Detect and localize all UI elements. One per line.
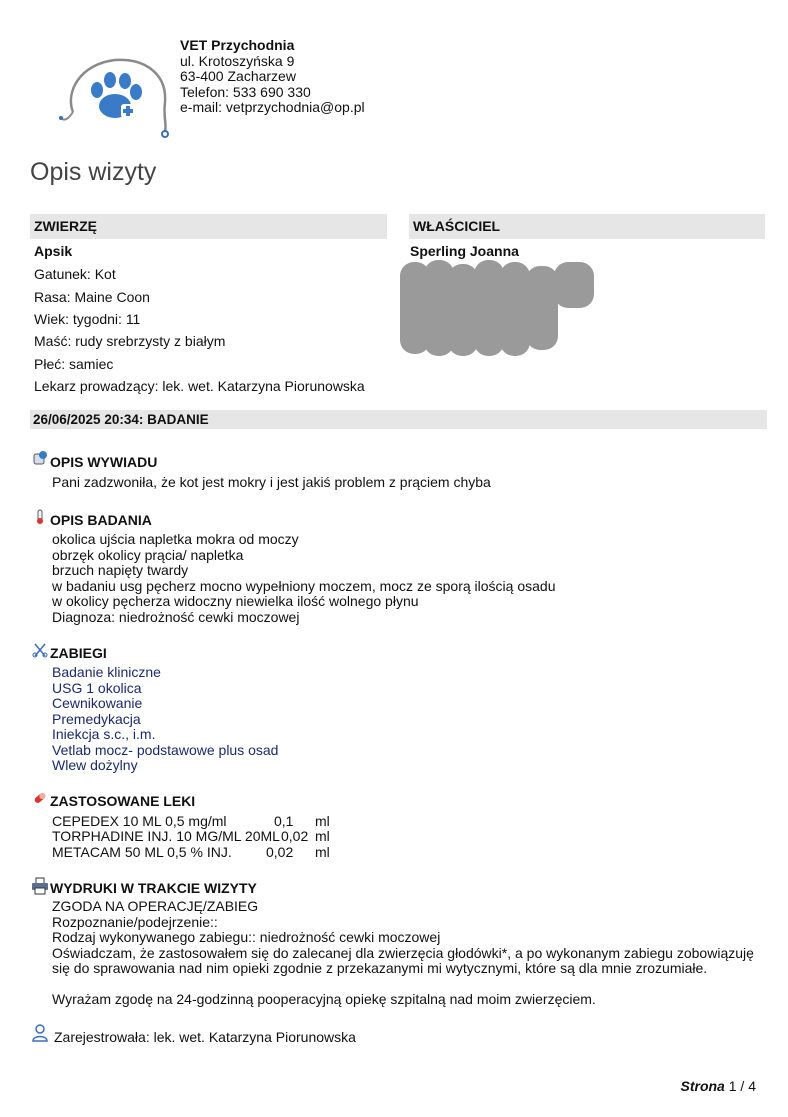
procedure-item: Iniekcja s.c., i.m. <box>52 726 156 742</box>
pill-icon <box>32 790 48 811</box>
animal-name: Apsik <box>34 243 73 259</box>
procedure-item: Badanie kliniczne <box>52 664 161 680</box>
printout-line: Rozpoznanie/podejrzenie:: <box>52 913 218 930</box>
printouts-header: WYDRUKI W TRAKCIE WIZYTY <box>50 880 257 896</box>
exam-line: brzuch napięty twardy <box>52 562 189 578</box>
procedure-item: Wlew dożylny <box>52 757 138 773</box>
drug-qty: 0,02 <box>281 828 309 844</box>
clinic-info <box>180 38 365 116</box>
animal-color: Maść: rudy srebrzysty z białym <box>34 333 226 349</box>
procedure-item: Premedykacja <box>52 710 141 727</box>
drug-name: TORPHADINE INJ. 10 MG/ML 20ML <box>52 828 280 844</box>
interview-text: Pani zadzwoniła, że kot jest mokry i jest jakiś problem z prąciem chyba <box>52 474 491 490</box>
clinic-city: 63-400 Zacharzew <box>180 68 296 84</box>
exam-line: Diagnoza: niedrożność cewki moczowej <box>52 608 300 625</box>
clinic-phone: Telefon: 533 690 330 <box>180 83 311 100</box>
printout-line: Wyrażam zgodę na 24-godzinną pooperacyjną opiekę szpitalną nad moim zwierzęciem. <box>52 991 596 1007</box>
owner-header: WŁAŚCICIEL <box>409 214 765 239</box>
drug-unit: ml <box>315 828 330 844</box>
procedure-item: USG 1 okolica <box>52 679 142 696</box>
printout-line: Rodzaj wykonywanego zabiegu:: niedrożność cewki moczowej <box>52 929 441 945</box>
exam-text <box>52 532 555 625</box>
printout-line: się do sprawowania nad nim opieki zgodnie z przekazanymi mi wytycznymi, które są dla mnie zrozumiałe. <box>52 960 708 976</box>
exam-line: okolica ujścia napletka mokra od moczy <box>52 531 299 547</box>
animal-breed: Rasa: Maine Coon <box>34 289 150 305</box>
animal-sex: Płeć: samiec <box>34 356 114 372</box>
scissors-icon <box>32 642 48 663</box>
interview-icon <box>32 450 48 471</box>
clinic-email: e-mail: vetprzychodnia@op.pl <box>180 99 365 115</box>
user-icon <box>31 1024 49 1047</box>
animal-header: ZWIERZĘ <box>30 214 387 239</box>
drug-unit: ml <box>315 813 330 829</box>
drug-unit: ml <box>315 844 330 860</box>
animal-vet: Lekarz prowadzący: lek. wet. Katarzyna Piorunowska <box>34 378 365 394</box>
drug-qty: 0,1 <box>274 813 294 829</box>
drugs-header: ZASTOSOWANE LEKI <box>50 793 196 809</box>
exam-line: w badaniu usg pęcherz mocno wypełniony moczem, mocz ze sporą ilością osadu <box>52 577 556 594</box>
visit-header: 26/06/2025 20:34: BADANIE <box>30 410 767 429</box>
registered-by: Zarejestrowała: lek. wet. Katarzyna Piorunowska <box>54 1029 356 1045</box>
exam-header: OPIS BADANIA <box>50 512 152 528</box>
clinic-name: VET Przychodnia <box>180 37 295 53</box>
page-current: 1 <box>728 1078 737 1094</box>
printer-icon <box>31 877 49 900</box>
page-title: Opis wizyty <box>30 158 157 186</box>
drug-name: METACAM 50 ML 0,5 % INJ. <box>52 844 232 860</box>
printout-line: Oświadczam, że zastosowałem się do zalecanej dla zwierzęcia głodówki*, a po wykonanym zabiegu zobowiązuję <box>52 944 754 961</box>
page-number <box>681 1078 757 1094</box>
printout-line <box>52 977 754 993</box>
animal-age: Wiek: tygodni: 11 <box>34 311 141 327</box>
exam-line: w okolicy pęcherza widoczny niewielka ilość wolnego płynu <box>52 593 419 609</box>
procedure-item: Vetlab mocz- podstawowe plus osad <box>52 741 279 758</box>
procedures-header: ZABIEGI <box>50 645 107 661</box>
clinic-logo <box>55 52 175 140</box>
paw-stethoscope-icon <box>55 52 175 140</box>
procedure-item: Cewnikowanie <box>52 695 143 711</box>
interview-header: OPIS WYWIADU <box>50 454 158 470</box>
printouts-text <box>52 899 754 1008</box>
page-total: / 4 <box>740 1078 756 1094</box>
clinic-street: ul. Krotoszyńska 9 <box>180 52 295 69</box>
drug-qty: 0,02 <box>266 844 294 860</box>
procedures-list <box>52 665 278 774</box>
page-label: Strona <box>680 1078 725 1094</box>
printout-line: ZGODA NA OPERACJĘ/ZABIEG <box>52 898 259 914</box>
exam-line: obrzęk okolicy prącia/ napletka <box>52 546 244 563</box>
thermometer-icon <box>34 509 46 530</box>
owner-name: Sperling Joanna <box>410 243 519 259</box>
animal-species: Gatunek: Kot <box>34 266 116 282</box>
owner-redaction <box>398 258 598 358</box>
drug-name: CEPEDEX 10 ML 0,5 mg/ml <box>52 813 227 829</box>
